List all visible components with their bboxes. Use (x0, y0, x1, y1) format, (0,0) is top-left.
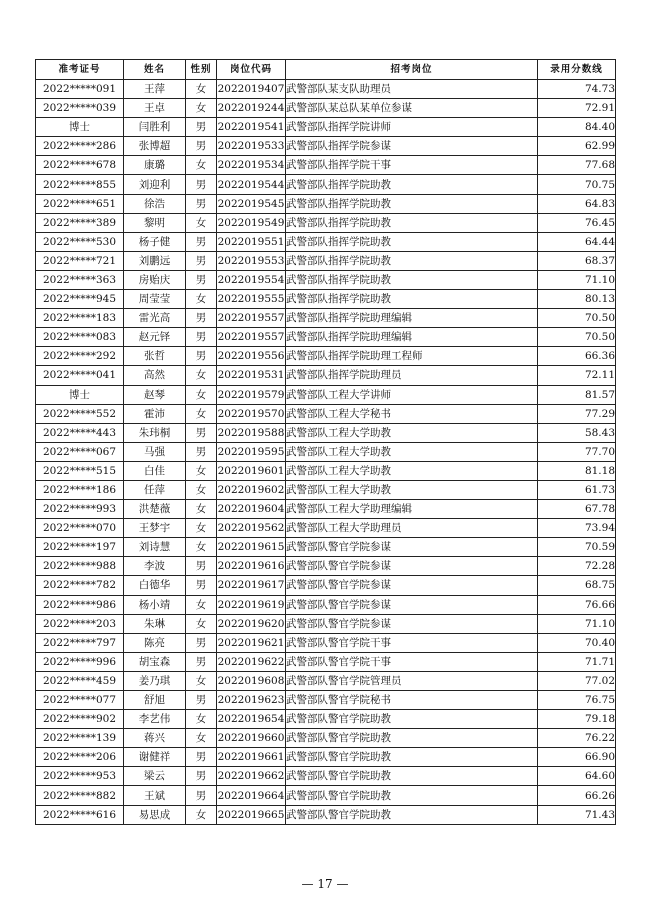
position-cell: 武警部队警官学院助教 (286, 767, 538, 786)
position-code-cell: 2022019570 (217, 404, 286, 423)
score-cell: 74.73 (538, 80, 616, 99)
name-cell: 谢健祥 (124, 748, 186, 767)
score-cell: 70.59 (538, 538, 616, 557)
name-cell: 黎明 (124, 213, 186, 232)
score-cell: 76.66 (538, 595, 616, 614)
position-cell: 武警部队工程大学助教 (286, 442, 538, 461)
position-cell: 武警部队警官学院干事 (286, 633, 538, 652)
exam-id-cell: 2022*****067 (36, 442, 124, 461)
position-cell: 武警部队警官学院助教 (286, 786, 538, 805)
score-cell: 70.50 (538, 328, 616, 347)
name-cell: 杨小靖 (124, 595, 186, 614)
table-row (36, 748, 616, 767)
name-cell: 王萍 (124, 80, 186, 99)
table-row (36, 137, 616, 156)
position-code-cell: 2022019551 (217, 232, 286, 251)
name-cell: 易思成 (124, 805, 186, 824)
name-cell: 高然 (124, 366, 186, 385)
exam-id-cell: 2022*****651 (36, 194, 124, 213)
header-position: 招考岗位 (286, 60, 538, 80)
position-code-cell: 2022019407 (217, 80, 286, 99)
position-cell: 武警部队工程大学助教 (286, 423, 538, 442)
score-cell: 66.26 (538, 786, 616, 805)
exam-id-cell: 2022*****077 (36, 691, 124, 710)
position-cell: 武警部队警官学院助教 (286, 748, 538, 767)
score-cell: 70.40 (538, 633, 616, 652)
gender-cell: 男 (186, 118, 217, 137)
exam-id-cell: 2022*****882 (36, 786, 124, 805)
gender-cell: 男 (186, 576, 217, 595)
score-cell: 77.29 (538, 404, 616, 423)
position-cell: 武警部队警官学院干事 (286, 652, 538, 671)
name-cell: 白德华 (124, 576, 186, 595)
gender-cell: 女 (186, 461, 217, 480)
table-row (36, 423, 616, 442)
score-cell: 76.75 (538, 691, 616, 710)
position-cell: 武警部队工程大学助理编辑 (286, 500, 538, 519)
position-code-cell: 2022019602 (217, 480, 286, 499)
score-table (35, 59, 616, 825)
gender-cell: 男 (186, 137, 217, 156)
gender-cell: 男 (186, 633, 217, 652)
name-cell: 蒋兴 (124, 729, 186, 748)
gender-cell: 男 (186, 194, 217, 213)
exam-id-cell: 2022*****183 (36, 309, 124, 328)
name-cell: 霍沛 (124, 404, 186, 423)
position-code-cell: 2022019608 (217, 671, 286, 690)
name-cell: 李艺伟 (124, 710, 186, 729)
position-code-cell: 2022019595 (217, 442, 286, 461)
exam-id-cell: 2022*****070 (36, 519, 124, 538)
exam-id-cell: 2022*****988 (36, 557, 124, 576)
name-cell: 任萍 (124, 480, 186, 499)
position-cell: 武警部队指挥学院助教 (286, 290, 538, 309)
score-cell: 67.78 (538, 500, 616, 519)
exam-id-cell: 2022*****091 (36, 80, 124, 99)
header-name: 姓名 (124, 60, 186, 80)
table-row (36, 213, 616, 232)
table-row (36, 99, 616, 118)
gender-cell: 男 (186, 423, 217, 442)
position-cell: 武警部队警官学院管理员 (286, 671, 538, 690)
exam-id-cell: 2022*****782 (36, 576, 124, 595)
position-code-cell: 2022019533 (217, 137, 286, 156)
gender-cell: 女 (186, 614, 217, 633)
position-code-cell: 2022019557 (217, 328, 286, 347)
header-score: 录用分数线 (538, 60, 616, 80)
score-cell: 68.75 (538, 576, 616, 595)
position-cell: 武警部队某总队某单位参谋 (286, 99, 538, 118)
position-code-cell: 2022019554 (217, 270, 286, 289)
exam-id-cell: 2022*****459 (36, 671, 124, 690)
exam-id-cell: 2022*****203 (36, 614, 124, 633)
gender-cell: 男 (186, 328, 217, 347)
score-cell: 76.45 (538, 213, 616, 232)
gender-cell: 女 (186, 519, 217, 538)
page-number: — 17 — (301, 877, 349, 891)
position-cell: 武警部队指挥学院助教 (286, 175, 538, 194)
exam-id-cell: 2022*****945 (36, 290, 124, 309)
gender-cell: 女 (186, 290, 217, 309)
score-cell: 81.57 (538, 385, 616, 404)
score-cell: 72.11 (538, 366, 616, 385)
score-cell: 58.43 (538, 423, 616, 442)
score-cell: 73.94 (538, 519, 616, 538)
position-cell: 武警部队警官学院参谋 (286, 595, 538, 614)
table-row (36, 347, 616, 366)
exam-id-cell: 2022*****389 (36, 213, 124, 232)
position-code-cell: 2022019579 (217, 385, 286, 404)
name-cell: 舒旭 (124, 691, 186, 710)
name-cell: 雷光高 (124, 309, 186, 328)
table-row (36, 805, 616, 824)
score-cell: 77.70 (538, 442, 616, 461)
position-code-cell: 2022019549 (217, 213, 286, 232)
table-row (36, 729, 616, 748)
position-cell: 武警部队警官学院秘书 (286, 691, 538, 710)
score-cell: 71.71 (538, 652, 616, 671)
exam-id-cell: 2022*****902 (36, 710, 124, 729)
position-code-cell: 2022019555 (217, 290, 286, 309)
position-cell: 武警部队警官学院参谋 (286, 576, 538, 595)
name-cell: 姜乃琪 (124, 671, 186, 690)
position-code-cell: 2022019556 (217, 347, 286, 366)
name-cell: 王斌 (124, 786, 186, 805)
score-cell: 68.37 (538, 251, 616, 270)
exam-id-cell: 2022*****721 (36, 251, 124, 270)
score-cell: 76.22 (538, 729, 616, 748)
position-cell: 武警部队指挥学院讲师 (286, 118, 538, 137)
table-row (36, 404, 616, 423)
position-code-cell: 2022019620 (217, 614, 286, 633)
table-row (36, 309, 616, 328)
position-cell: 武警部队工程大学助教 (286, 480, 538, 499)
table-row (36, 691, 616, 710)
position-code-cell: 2022019545 (217, 194, 286, 213)
score-cell: 72.28 (538, 557, 616, 576)
position-code-cell: 2022019622 (217, 652, 286, 671)
gender-cell: 男 (186, 557, 217, 576)
position-cell: 武警部队指挥学院助教 (286, 194, 538, 213)
position-cell: 武警部队指挥学院助教 (286, 270, 538, 289)
table-row (36, 366, 616, 385)
position-code-cell: 2022019619 (217, 595, 286, 614)
position-cell: 武警部队警官学院助教 (286, 729, 538, 748)
name-cell: 张博超 (124, 137, 186, 156)
exam-id-cell: 2022*****197 (36, 538, 124, 557)
gender-cell: 女 (186, 213, 217, 232)
score-cell: 66.90 (538, 748, 616, 767)
exam-id-cell: 2022*****515 (36, 461, 124, 480)
name-cell: 王卓 (124, 99, 186, 118)
header-gender: 性别 (186, 60, 217, 80)
gender-cell: 女 (186, 710, 217, 729)
table-row (36, 519, 616, 538)
position-cell: 武警部队指挥学院助教 (286, 213, 538, 232)
position-cell: 武警部队指挥学院助理工程师 (286, 347, 538, 366)
exam-id-cell: 2022*****083 (36, 328, 124, 347)
exam-id-cell: 2022*****993 (36, 500, 124, 519)
table-row (36, 710, 616, 729)
name-cell: 徐浩 (124, 194, 186, 213)
table-row (36, 538, 616, 557)
position-cell: 武警部队工程大学讲师 (286, 385, 538, 404)
score-cell: 84.40 (538, 118, 616, 137)
score-cell: 70.75 (538, 175, 616, 194)
score-cell: 71.10 (538, 614, 616, 633)
position-code-cell: 2022019623 (217, 691, 286, 710)
table-row (36, 251, 616, 270)
position-cell: 武警部队工程大学秘书 (286, 404, 538, 423)
exam-id-cell: 博士 (36, 385, 124, 404)
position-code-cell: 2022019588 (217, 423, 286, 442)
position-cell: 武警部队警官学院助教 (286, 805, 538, 824)
name-cell: 李波 (124, 557, 186, 576)
score-cell: 62.99 (538, 137, 616, 156)
gender-cell: 女 (186, 80, 217, 99)
score-cell: 64.44 (538, 232, 616, 251)
name-cell: 张哲 (124, 347, 186, 366)
table-row (36, 461, 616, 480)
name-cell: 白佳 (124, 461, 186, 480)
exam-id-cell: 2022*****286 (36, 137, 124, 156)
gender-cell: 男 (186, 347, 217, 366)
table-row (36, 671, 616, 690)
score-cell: 64.60 (538, 767, 616, 786)
position-cell: 武警部队警官学院参谋 (286, 557, 538, 576)
gender-cell: 女 (186, 385, 217, 404)
gender-cell: 女 (186, 671, 217, 690)
gender-cell: 男 (186, 691, 217, 710)
gender-cell: 男 (186, 786, 217, 805)
exam-id-cell: 2022*****678 (36, 156, 124, 175)
position-code-cell: 2022019665 (217, 805, 286, 824)
score-cell: 81.18 (538, 461, 616, 480)
name-cell: 刘鹏远 (124, 251, 186, 270)
exam-id-cell: 2022*****552 (36, 404, 124, 423)
position-code-cell: 2022019661 (217, 748, 286, 767)
name-cell: 朱玮桐 (124, 423, 186, 442)
position-code-cell: 2022019660 (217, 729, 286, 748)
table-row (36, 480, 616, 499)
score-cell: 72.91 (538, 99, 616, 118)
table-row (36, 614, 616, 633)
table-row (36, 442, 616, 461)
position-cell: 武警部队指挥学院参谋 (286, 137, 538, 156)
table-row (36, 194, 616, 213)
gender-cell: 男 (186, 767, 217, 786)
position-cell: 武警部队指挥学院干事 (286, 156, 538, 175)
table-row (36, 270, 616, 289)
position-cell: 武警部队指挥学院助理员 (286, 366, 538, 385)
exam-id-cell: 博士 (36, 118, 124, 137)
position-cell: 武警部队指挥学院助教 (286, 232, 538, 251)
position-code-cell: 2022019531 (217, 366, 286, 385)
name-cell: 周莹莹 (124, 290, 186, 309)
position-code-cell: 2022019534 (217, 156, 286, 175)
gender-cell: 男 (186, 270, 217, 289)
table-row (36, 633, 616, 652)
name-cell: 赵元铎 (124, 328, 186, 347)
table-row (36, 652, 616, 671)
gender-cell: 男 (186, 442, 217, 461)
exam-id-cell: 2022*****039 (36, 99, 124, 118)
table-row (36, 118, 616, 137)
exam-id-cell: 2022*****855 (36, 175, 124, 194)
position-code-cell: 2022019654 (217, 710, 286, 729)
position-cell: 武警部队工程大学助理员 (286, 519, 538, 538)
table-row (36, 500, 616, 519)
name-cell: 洪楚薇 (124, 500, 186, 519)
score-cell: 64.83 (538, 194, 616, 213)
gender-cell: 男 (186, 175, 217, 194)
table-row (36, 385, 616, 404)
exam-id-cell: 2022*****443 (36, 423, 124, 442)
exam-id-cell: 2022*****041 (36, 366, 124, 385)
name-cell: 王梦宇 (124, 519, 186, 538)
table-header-row (36, 60, 616, 80)
exam-id-cell: 2022*****986 (36, 595, 124, 614)
table-row (36, 576, 616, 595)
score-cell: 71.43 (538, 805, 616, 824)
name-cell: 康璐 (124, 156, 186, 175)
gender-cell: 女 (186, 404, 217, 423)
position-code-cell: 2022019553 (217, 251, 286, 270)
gender-cell: 女 (186, 99, 217, 118)
gender-cell: 女 (186, 500, 217, 519)
name-cell: 杨子健 (124, 232, 186, 251)
table-row (36, 80, 616, 99)
gender-cell: 女 (186, 538, 217, 557)
score-cell: 71.10 (538, 270, 616, 289)
gender-cell: 女 (186, 156, 217, 175)
position-cell: 武警部队指挥学院助理编辑 (286, 309, 538, 328)
position-code-cell: 2022019664 (217, 786, 286, 805)
name-cell: 马强 (124, 442, 186, 461)
gender-cell: 男 (186, 748, 217, 767)
position-cell: 武警部队指挥学院助理编辑 (286, 328, 538, 347)
position-code-cell: 2022019604 (217, 500, 286, 519)
position-code-cell: 2022019557 (217, 309, 286, 328)
name-cell: 闫胜利 (124, 118, 186, 137)
exam-id-cell: 2022*****292 (36, 347, 124, 366)
position-cell: 武警部队指挥学院助教 (286, 251, 538, 270)
name-cell: 梁云 (124, 767, 186, 786)
name-cell: 刘诗慧 (124, 538, 186, 557)
header-position-code: 岗位代码 (217, 60, 286, 80)
table-row (36, 595, 616, 614)
gender-cell: 男 (186, 251, 217, 270)
position-cell: 武警部队某支队助理员 (286, 80, 538, 99)
name-cell: 陈亮 (124, 633, 186, 652)
gender-cell: 男 (186, 309, 217, 328)
gender-cell: 女 (186, 480, 217, 499)
position-code-cell: 2022019616 (217, 557, 286, 576)
gender-cell: 男 (186, 652, 217, 671)
position-cell: 武警部队工程大学助教 (286, 461, 538, 480)
table-row (36, 290, 616, 309)
position-code-cell: 2022019615 (217, 538, 286, 557)
name-cell: 赵琴 (124, 385, 186, 404)
position-code-cell: 2022019617 (217, 576, 286, 595)
table-row (36, 328, 616, 347)
table-row (36, 156, 616, 175)
position-cell: 武警部队警官学院助教 (286, 710, 538, 729)
score-cell: 80.13 (538, 290, 616, 309)
table-body (36, 80, 616, 825)
name-cell: 胡宝森 (124, 652, 186, 671)
score-cell: 70.50 (538, 309, 616, 328)
gender-cell: 女 (186, 805, 217, 824)
exam-id-cell: 2022*****797 (36, 633, 124, 652)
header-exam-id: 准考证号 (36, 60, 124, 80)
score-cell: 79.18 (538, 710, 616, 729)
gender-cell: 女 (186, 595, 217, 614)
table-row (36, 557, 616, 576)
table-row (36, 175, 616, 194)
position-cell: 武警部队警官学院参谋 (286, 538, 538, 557)
position-code-cell: 2022019621 (217, 633, 286, 652)
exam-id-cell: 2022*****206 (36, 748, 124, 767)
name-cell: 朱琳 (124, 614, 186, 633)
position-code-cell: 2022019562 (217, 519, 286, 538)
position-code-cell: 2022019541 (217, 118, 286, 137)
score-cell: 66.36 (538, 347, 616, 366)
gender-cell: 男 (186, 232, 217, 251)
position-code-cell: 2022019601 (217, 461, 286, 480)
gender-cell: 女 (186, 729, 217, 748)
score-cell: 61.73 (538, 480, 616, 499)
exam-id-cell: 2022*****139 (36, 729, 124, 748)
table-row (36, 786, 616, 805)
name-cell: 房贻庆 (124, 270, 186, 289)
score-cell: 77.02 (538, 671, 616, 690)
position-code-cell: 2022019244 (217, 99, 286, 118)
table-row (36, 232, 616, 251)
position-code-cell: 2022019544 (217, 175, 286, 194)
exam-id-cell: 2022*****996 (36, 652, 124, 671)
exam-id-cell: 2022*****363 (36, 270, 124, 289)
exam-id-cell: 2022*****953 (36, 767, 124, 786)
exam-id-cell: 2022*****186 (36, 480, 124, 499)
gender-cell: 女 (186, 366, 217, 385)
name-cell: 刘迎利 (124, 175, 186, 194)
position-cell: 武警部队警官学院参谋 (286, 614, 538, 633)
position-code-cell: 2022019662 (217, 767, 286, 786)
exam-id-cell: 2022*****530 (36, 232, 124, 251)
score-cell: 77.68 (538, 156, 616, 175)
table-row (36, 767, 616, 786)
exam-id-cell: 2022*****616 (36, 805, 124, 824)
